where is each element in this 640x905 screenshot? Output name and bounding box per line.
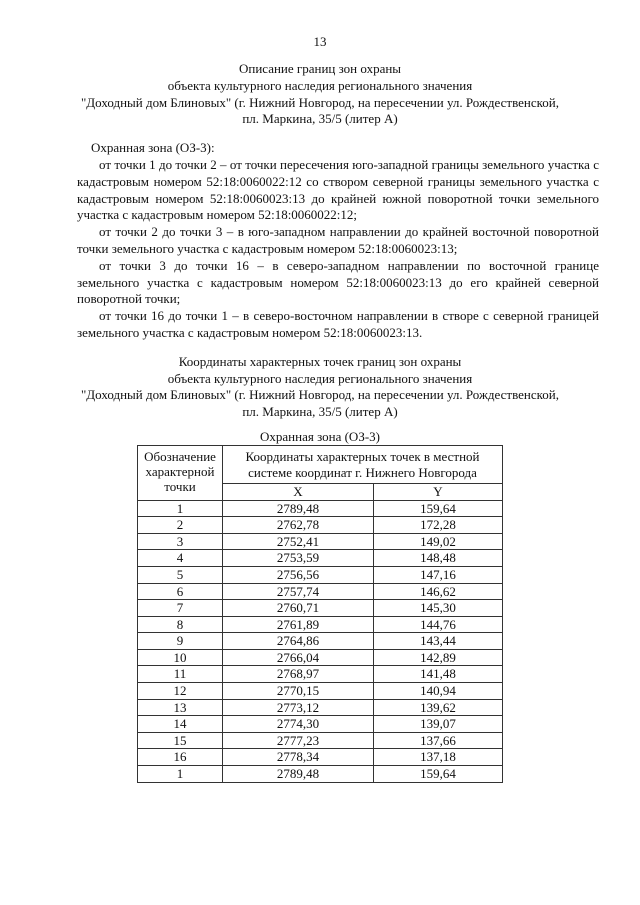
page-number: 13: [313, 34, 327, 49]
cell-y: 145,30: [374, 600, 503, 617]
heading-line: объекта культурного наследия регионального значения: [167, 370, 473, 386]
table-row: [138, 566, 503, 583]
cell-x: 2777,23: [223, 732, 374, 749]
heading-line: "Доходный дом Блиновых" (г. Нижний Новгород, на пересечении ул. Рождественской,: [80, 387, 560, 403]
cell-point: 3: [138, 533, 223, 550]
cell-x: 2757,74: [223, 583, 374, 600]
cell-y: 142,89: [374, 649, 503, 666]
cell-x: 2760,71: [223, 600, 374, 617]
header-coords: Координаты характерных точек в местной системе координат г. Нижнего Новгорода: [223, 445, 503, 483]
table-row: [138, 533, 503, 550]
cell-y: 159,64: [374, 500, 503, 517]
table-row: [138, 517, 503, 534]
table-row: [138, 749, 503, 766]
cell-point: 4: [138, 550, 223, 567]
cell-point: 14: [138, 716, 223, 733]
heading-line: Описание границ зон охраны: [238, 61, 402, 76]
heading-line: Координаты характерных точек границ зон охраны: [178, 353, 462, 369]
heading-line: пл. Маркина, 35/5 (литер А): [242, 111, 398, 127]
cell-y: 159,64: [374, 766, 503, 783]
cell-point: 5: [138, 566, 223, 583]
cell-point: 15: [138, 732, 223, 749]
cell-x: 2778,34: [223, 749, 374, 766]
cell-y: 148,48: [374, 550, 503, 567]
cell-point: 2: [138, 517, 223, 534]
table-row: [138, 550, 503, 567]
cell-x: 2762,78: [223, 517, 374, 534]
cell-x: 2752,41: [223, 533, 374, 550]
header-point: Обозначение характерной точки: [138, 445, 223, 500]
cell-x: 2774,30: [223, 716, 374, 733]
cell-y: 139,62: [374, 699, 503, 716]
table-row: [138, 732, 503, 749]
table-row: [138, 766, 503, 783]
cell-y: 137,18: [374, 749, 503, 766]
cell-x: 2756,56: [223, 566, 374, 583]
header-y: Y: [374, 483, 503, 500]
cell-x: 2789,48: [223, 766, 374, 783]
zone-description: [77, 140, 599, 342]
cell-point: 1: [138, 500, 223, 517]
paragraph: от точки 1 до точки 2 – от точки пересечения юго-западной границы земельного участка с кадастровым номером 52:18:0060022:12 со створом северной границы земельного участка с кадастровым номером 52:18:0060023:13 до крайней южной поворотной точки земельного участка с кадастровым номером 52:18:0060022:12;: [77, 156, 599, 223]
cell-point: 10: [138, 649, 223, 666]
cell-point: 16: [138, 749, 223, 766]
heading-line: объекта культурного наследия регионального значения: [167, 77, 473, 93]
table-row: [138, 500, 503, 517]
cell-point: 12: [138, 683, 223, 700]
paragraph: от точки 3 до точки 16 – в северо-западном направлении по восточной границе земельного участка с кадастровым номером 52:18:0060023:13 до его крайней северной поворотной точки;: [77, 257, 599, 307]
cell-point: 7: [138, 600, 223, 617]
cell-point: 13: [138, 699, 223, 716]
cell-y: 139,07: [374, 716, 503, 733]
table-row: [138, 683, 503, 700]
cell-y: 146,62: [374, 583, 503, 600]
cell-point: 11: [138, 666, 223, 683]
cell-x: 2764,86: [223, 633, 374, 650]
cell-x: 2761,89: [223, 616, 374, 633]
paragraph: от точки 2 до точки 3 – в юго-западном направлении до крайней восточной поворотной точки земельного участка с кадастровым номером 52:18:0060023:13;: [77, 224, 599, 256]
paragraph: от точки 16 до точки 1 – в северо-восточном направлении в створе с северной границей земельного участка с кадастровым номером 52:18:0060023:13.: [77, 308, 599, 340]
table-row: [138, 583, 503, 600]
table-row: [138, 716, 503, 733]
cell-y: 141,48: [374, 666, 503, 683]
coordinates-table: [137, 445, 503, 783]
table-row: [138, 633, 503, 650]
cell-x: 2766,04: [223, 649, 374, 666]
cell-x: 2753,59: [223, 550, 374, 567]
table-row: [138, 699, 503, 716]
table-row: [138, 649, 503, 666]
cell-y: 144,76: [374, 616, 503, 633]
cell-point: 1: [138, 766, 223, 783]
cell-y: 147,16: [374, 566, 503, 583]
cell-y: 143,44: [374, 633, 503, 650]
table-row: [138, 666, 503, 683]
cell-point: 8: [138, 616, 223, 633]
cell-y: 172,28: [374, 517, 503, 534]
heading-line: "Доходный дом Блиновых" (г. Нижний Новгород, на пересечении ул. Рождественской,: [80, 94, 560, 110]
header-x: X: [223, 483, 374, 500]
cell-y: 137,66: [374, 732, 503, 749]
zone-label: Охранная зона (ОЗ-3):: [91, 140, 215, 156]
cell-x: 2789,48: [223, 500, 374, 517]
cell-x: 2773,12: [223, 699, 374, 716]
cell-x: 2770,15: [223, 683, 374, 700]
table-row: [138, 600, 503, 617]
cell-y: 149,02: [374, 533, 503, 550]
cell-point: 6: [138, 583, 223, 600]
description-heading: [0, 61, 640, 128]
cell-y: 140,94: [374, 683, 503, 700]
cell-x: 2768,97: [223, 666, 374, 683]
cell-point: 9: [138, 633, 223, 650]
coords-heading: [0, 354, 640, 421]
table-caption: Охранная зона (ОЗ-3): [260, 428, 380, 444]
heading-line: пл. Маркина, 35/5 (литер А): [242, 404, 398, 420]
table-row: [138, 616, 503, 633]
